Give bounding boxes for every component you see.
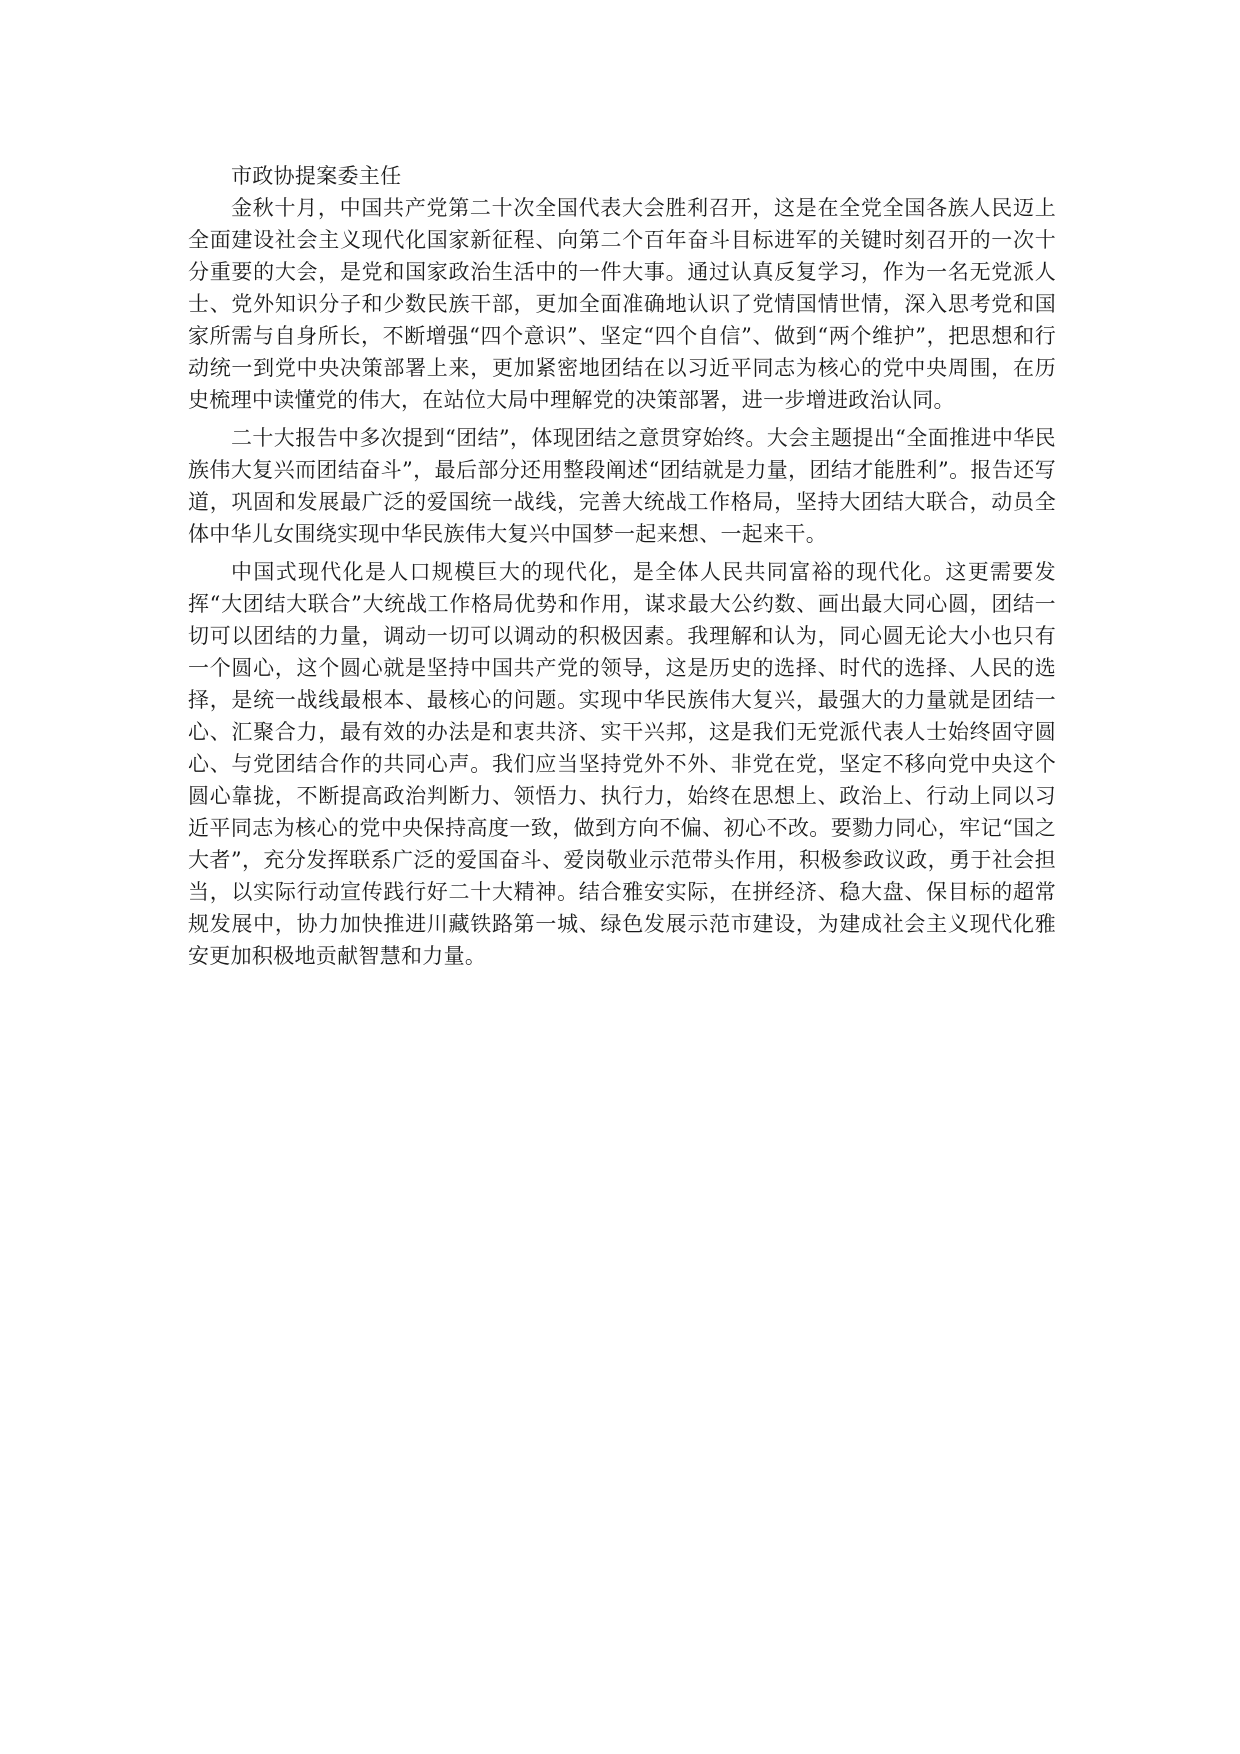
- paragraph-3: 中国式现代化是人口规模巨大的现代化，是全体人民共同富裕的现代化。这更需要发挥“大团结大联合”大统战工作格局优势和作用，谋求最大公约数、画出最大同心圆，团结一切可以团结的力量，调动一切可以调动的积极因素。我理解和认为，同心圆无论大小也只有一个圆心，这个圆心就是坚持中国共产党的领导，这是历史的选择、时代的选择、人民的选择，是统一战线最根本、最核心的问题。实现中华民族伟大复兴，最强大的力量就是团结一心、汇聚合力，最有效的办法是和衷共济、实干兴邦，这是我们无党派代表人士始终固守圆心、与党团结合作的共同心声。我们应当坚持党外不外、非党在党，坚定不移向党中央这个圆心靠拢，不断提高政治判断力、领悟力、执行力，始终在思想上、政治上、行动上同以习近平同志为核心的党中央保持高度一致，做到方向不偏、初心不改。要勠力同心，牢记“国之大者”，充分发挥联系广泛的爱国奋斗、爱岗敬业示范带头作用，积极参政议政，勇于社会担当，以实际行动宣传践行好二十大精神。结合雅安实际，在拼经济、稳大盘、保目标的超常规发展中，协力加快推进川藏铁路第一城、绿色发展示范市建设，为建成社会主义现代化雅安更加积极地贡献智慧和力量。: [188, 560, 1056, 968]
- paragraph-2: 二十大报告中多次提到“团结”，体现团结之意贯穿始终。大会主题提出“全面推进中华民族伟大复兴而团结奋斗”，最后部分还用整段阐述“团结就是力量，团结才能胜利”。报告还写道，巩固和发展最广泛的爱国统一战线，完善大统战工作格局，坚持大团结大联合，动员全体中华儿女围绕实现中华民族伟大复兴中国梦一起来想、一起来干。: [188, 426, 1056, 546]
- paragraph-1: 金秋十月，中国共产党第二十次全国代表大会胜利召开，这是在全党全国各族人民迈上全面建设社会主义现代化国家新征程、向第二个百年奋斗目标进军的关键时刻召开的一次十分重要的大会，是党和国家政治生活中的一件大事。通过认真反复学习，作为一名无党派人士、党外知识分子和少数民族干部，更加全面准确地认识了党情国情世情，深入思考党和国家所需与自身所长，不断增强“四个意识”、坚定“四个自信”、做到“两个维护”，把思想和行动统一到党中央决策部署上来，更加紧密地团结在以习近平同志为核心的党中央周围，在历史梳理中读懂党的伟大，在站位大局中理解党的决策部署，进一步增进政治认同。: [188, 196, 1056, 412]
- document-body: [188, 160, 1056, 972]
- author-title: 市政协提案委主任: [231, 164, 402, 188]
